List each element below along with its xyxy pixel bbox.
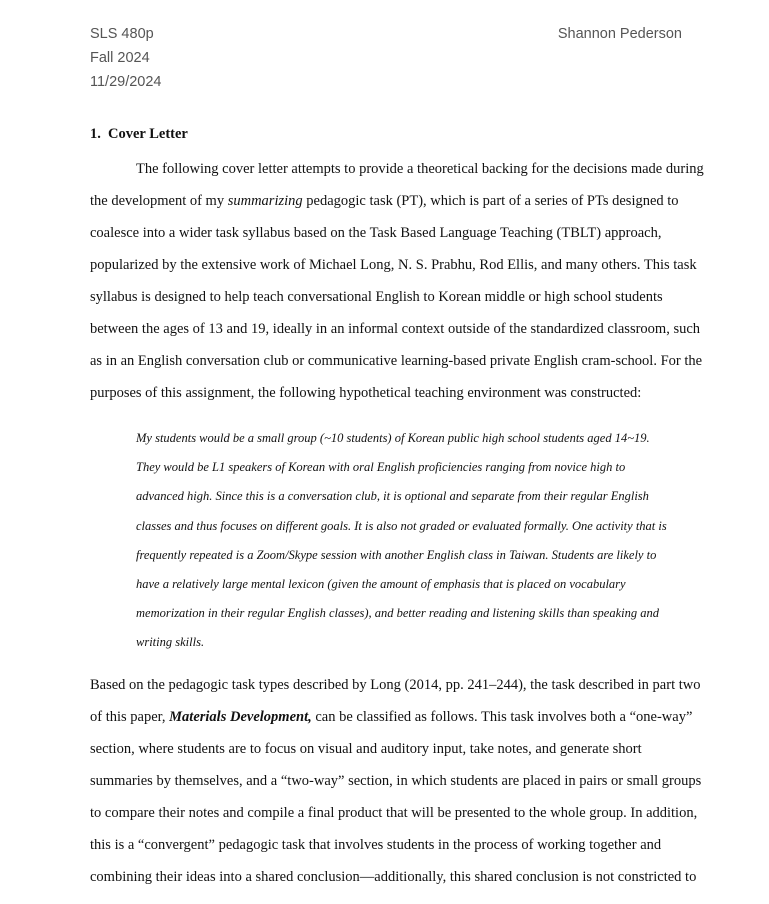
- paragraph-line: as in an English conversation club or communicative learning-based private English cram-school. For the: [90, 353, 703, 369]
- paragraph-line: the development of my summarizing pedagogic task (PT), which is part of a series of PTs designed to: [90, 193, 679, 209]
- paragraph-task-types: [90, 669, 702, 893]
- quote-line: classes and thus focuses on different goals. It is also not graded or evaluated formally. One activity that is: [136, 518, 667, 533]
- paragraph-line: popularized by the extensive work of Michael Long, N. S. Prabhu, Rod Ellis, and many others. This task: [90, 257, 697, 273]
- paragraph-line: syllabus is designed to help teach conversational English to Korean middle or high school students: [90, 289, 663, 305]
- paragraph-line: coalesce into a wider task syllabus based on the Task Based Language Teaching (TBLT) approach,: [90, 225, 662, 241]
- paragraph-line: section, where students are to focus on visual and auditory input, take notes, and generate short: [90, 741, 642, 757]
- paragraph-line: to compare their notes and compile a final product that will be presented to the whole group. In addition,: [90, 805, 698, 821]
- quote-line: advanced high. Since this is a conversation club, it is optional and separate from their regular English: [136, 489, 649, 504]
- section-heading: [90, 126, 188, 143]
- paragraph-line: The following cover letter attempts to provide a theoretical backing for the decisions made during: [136, 161, 704, 177]
- section-number: 1.: [90, 126, 101, 142]
- quote-line: memorization in their regular English classes), and better reading and listening skills than speaking and: [136, 606, 659, 621]
- paragraph-line: of this paper, Materials Development, can be classified as follows. This task involves both a “one-way”: [90, 709, 693, 725]
- paragraph-line: combining their ideas into a shared conclusion—additionally, this shared conclusion is not constricted to: [90, 869, 697, 885]
- paragraph-line: purposes of this assignment, the following hypothetical teaching environment was constructed:: [90, 385, 642, 401]
- emphasized-term: summarizing: [227, 193, 303, 209]
- section-title: Cover Letter: [108, 126, 188, 142]
- block-quote: [136, 424, 696, 658]
- quote-line: My students would be a small group (~10 students) of Korean public high school students aged 14~19.: [136, 431, 650, 445]
- header-info: [90, 22, 162, 94]
- date: 11/29/2024: [90, 74, 162, 90]
- quote-line: They would be L1 speakers of Korean with oral English proficiencies ranging from novice high to: [136, 460, 626, 475]
- quote-line: frequently repeated is a Zoom/Skype session with another English class in Taiwan. Students are likely to: [136, 547, 657, 562]
- paragraph-intro: [90, 153, 704, 409]
- paragraph-line: Based on the pedagogic task types described by Long (2014, pp. 241–244), the task described in part two: [90, 677, 701, 693]
- quote-line: writing skills.: [136, 635, 205, 650]
- author-name: Shannon Pederson: [557, 26, 682, 42]
- quote-line: have a relatively large mental lexicon (given the amount of emphasis that is placed on vocabulary: [136, 576, 626, 591]
- paragraph-line: this is a “convergent” pedagogic task that involves students in the process of working together and: [90, 837, 662, 853]
- course-code: SLS 480p: [90, 26, 154, 42]
- paragraph-line: between the ages of 13 and 19, ideally in an informal context outside of the standardized classroom, such: [90, 321, 701, 337]
- term: Fall 2024: [90, 50, 150, 66]
- emphasized-title: Materials Development,: [169, 709, 312, 725]
- paragraph-line: summaries by themselves, and a “two-way” section, in which students are placed in pairs or small groups: [90, 773, 702, 789]
